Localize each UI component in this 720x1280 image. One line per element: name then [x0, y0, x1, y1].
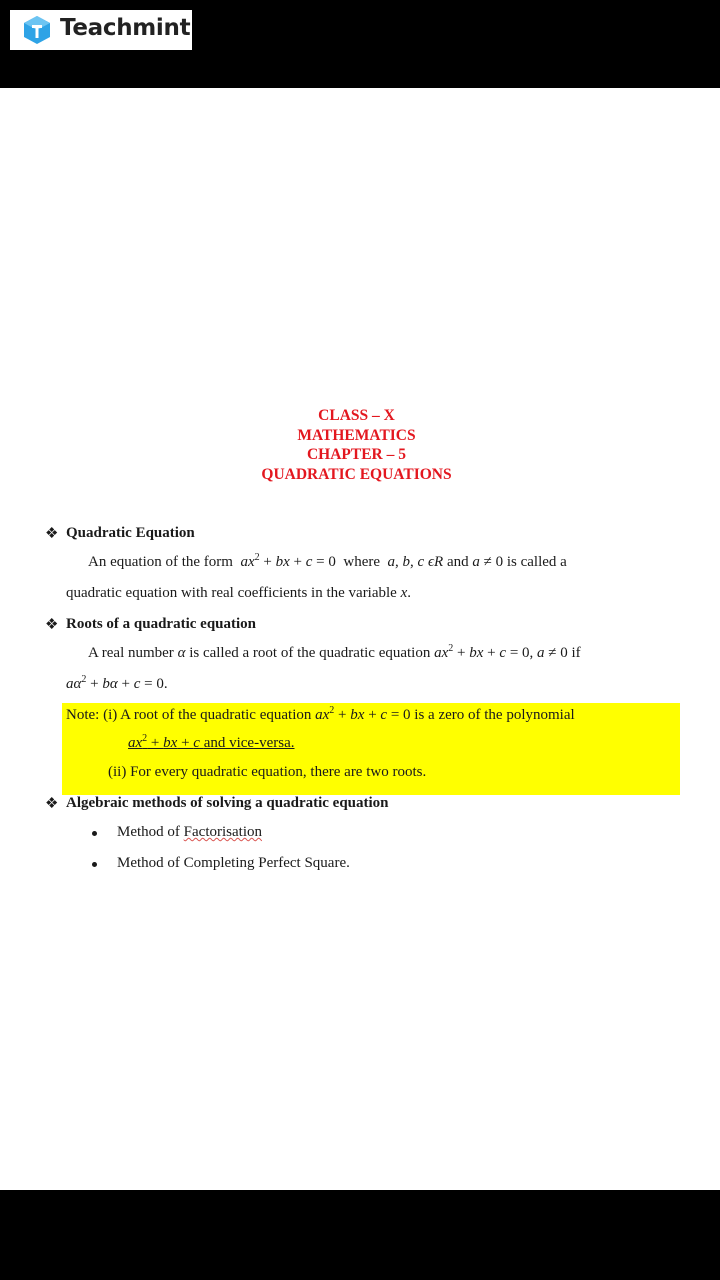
- note-line-2: $ax^2$ + bx + c and vice-versa.: [128, 733, 295, 751]
- roots-line-1: A real number α is called a root of the quadratic equation $ax^2$ + bx + c = 0, a ≠ 0 if: [88, 643, 581, 661]
- subject-title: MATHEMATICS: [297, 426, 416, 444]
- document-page: [0, 88, 720, 1190]
- brand-logo: [10, 10, 192, 50]
- bullet-dot-icon: [92, 862, 97, 867]
- bullet-dot-icon: [92, 831, 97, 836]
- diamond-bullet-icon: ❖: [45, 796, 59, 812]
- diamond-bullet-icon: ❖: [45, 526, 59, 542]
- brand-name: Teachmint: [60, 15, 191, 41]
- diamond-bullet-icon: ❖: [45, 617, 59, 633]
- roots-line-2: $a\alpha^2 + b\alpha + c = 0$.: [66, 674, 168, 692]
- section-heading-roots: Roots of a quadratic equation: [66, 616, 257, 632]
- class-title: CLASS – X: [318, 407, 395, 424]
- method-completing-square: Method of Completing Perfect Square.: [117, 855, 350, 871]
- document-title-block: [0, 406, 713, 484]
- definition-line-1: An equation of the form $ax^2$ + bx + c = 0 where a, b, c ϵR and a ≠ 0 is called a: [88, 552, 567, 570]
- section-heading-algebraic-methods: Algebraic methods of solving a quadratic equation: [66, 795, 389, 811]
- note-line-1: Note: (i) A root of the quadratic equation $ax^2$ + bx + c = 0 is a zero of the polynomial: [66, 705, 575, 723]
- note-line-3: (ii) For every quadratic equation, there are two roots.: [108, 764, 427, 780]
- method-factorisation: Method of Factorisation: [117, 824, 262, 840]
- teachmint-logo-icon: [21, 14, 53, 46]
- topic-title: QUADRATIC EQUATIONS: [261, 465, 452, 483]
- section-heading-quadratic-equation: Quadratic Equation: [66, 525, 195, 541]
- top-bar: [0, 0, 720, 88]
- definition-line-2: quadratic equation with real coefficients in the variable x.: [66, 585, 412, 601]
- chapter-title: CHAPTER – 5: [306, 446, 407, 464]
- bottom-bar: [0, 1190, 720, 1280]
